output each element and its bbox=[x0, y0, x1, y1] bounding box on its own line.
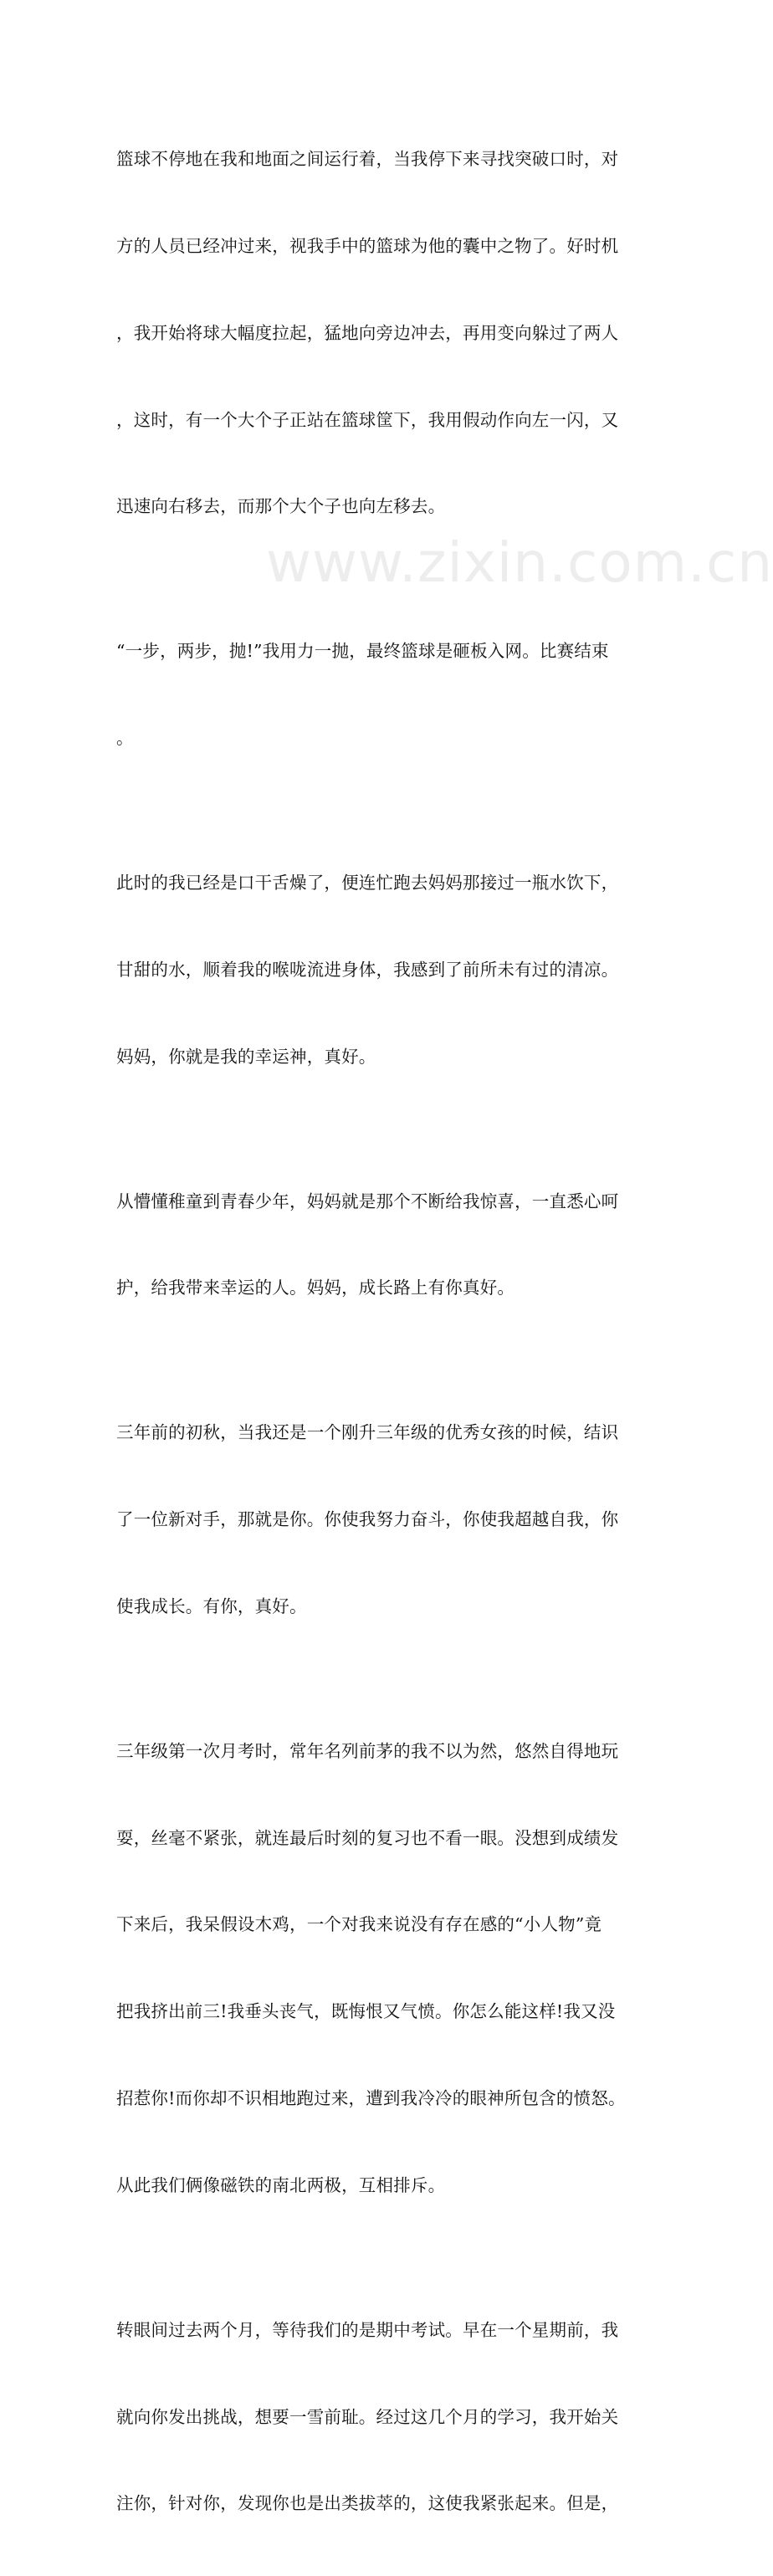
text-line: 转眼间过去两个月，等待我们的是期中考试。早在一个星期前，我 bbox=[116, 2319, 619, 2340]
text-line: 了一位新对手，那就是你。你使我努力奋斗，你使我超越自我，你 bbox=[116, 1509, 619, 1530]
text-line: 下来后，我呆假设木鸡，一个对我来说没有存在感的“小人物”竟 bbox=[116, 1914, 602, 1935]
paragraph-water bbox=[116, 811, 653, 1129]
text-line: 篮球不停地在我和地面之间运行着，当我停下来寻找突破口时，对 bbox=[116, 149, 619, 170]
text-line: 招惹你!而你却不识相地跑过来，遭到我冷冷的眼神所包含的愤怒。 bbox=[116, 2087, 626, 2108]
paragraph-basketball-game bbox=[116, 87, 653, 579]
text-line: 使我成长。有你，真好。 bbox=[116, 1595, 307, 1616]
text-line: 甘甜的水，顺着我的喉咙流进身体，我感到了前所未有过的清凉。 bbox=[116, 959, 619, 980]
watermark: www.zixin.com.cn bbox=[266, 530, 773, 595]
text-line: 把我挤出前三!我垂头丧气，既悔恨又气愤。你怎么能这样!我又没 bbox=[116, 2001, 616, 2022]
paragraph-first-exam bbox=[116, 1679, 653, 2258]
paragraph-midterm bbox=[116, 2258, 653, 2576]
text-line: ，这时，有一个大个子正站在篮球筐下，我用假动作向左一闪，又 bbox=[116, 409, 619, 430]
text-line: 此时的我已经是口干舌燥了，便连忙跑去妈妈那接过一瓶水饮下， bbox=[116, 873, 619, 894]
text-line: 耍，丝毫不紧张，就连最后时刻的复习也不看一眼。没想到成绩发 bbox=[116, 1827, 619, 1848]
paragraph-shot bbox=[116, 579, 653, 811]
text-line: 迅速向右移去，而那个大个子也向左移去。 bbox=[116, 496, 446, 517]
text-line: 从此我们俩像磁铁的南北两极，互相排斥。 bbox=[116, 2174, 446, 2195]
text-line: 从懵懂稚童到青春少年，妈妈就是那个不断给我惊喜，一直悉心呵 bbox=[116, 1191, 619, 1211]
text-line: 护，给我带来幸运的人。妈妈，成长路上有你真好。 bbox=[116, 1278, 515, 1298]
text-line: 三年前的初秋，当我还是一个刚升三年级的优秀女孩的时候，结识 bbox=[116, 1422, 619, 1443]
text-line: 注你，针对你，发现你也是出类拔萃的，这使我紧张起来。但是， bbox=[116, 2493, 619, 2514]
text-line: “一步，两步，抛!”我用力一抛，最终篮球是砸板入网。比赛结束 bbox=[116, 641, 609, 662]
paragraph-rival-intro bbox=[116, 1360, 653, 1679]
document-body bbox=[116, 87, 653, 2576]
text-line: 方的人员已经冲过来，视我手中的篮球为他的囊中之物了。好时机 bbox=[116, 235, 619, 256]
text-line: 妈妈，你就是我的幸运神，真好。 bbox=[116, 1046, 376, 1067]
text-line: 就向你发出挑战，想要一雪前耻。经过这几个月的学习，我开始关 bbox=[116, 2406, 619, 2427]
text-line: 三年级第一次月考时，常年名列前茅的我不以为然，悠然自得地玩 bbox=[116, 1740, 619, 1761]
text-line: 。 bbox=[116, 728, 134, 749]
text-line: ，我开始将球大幅度拉起，猛地向旁边冲去，再用变向躲过了两人 bbox=[116, 322, 619, 343]
paragraph-mother bbox=[116, 1129, 653, 1360]
